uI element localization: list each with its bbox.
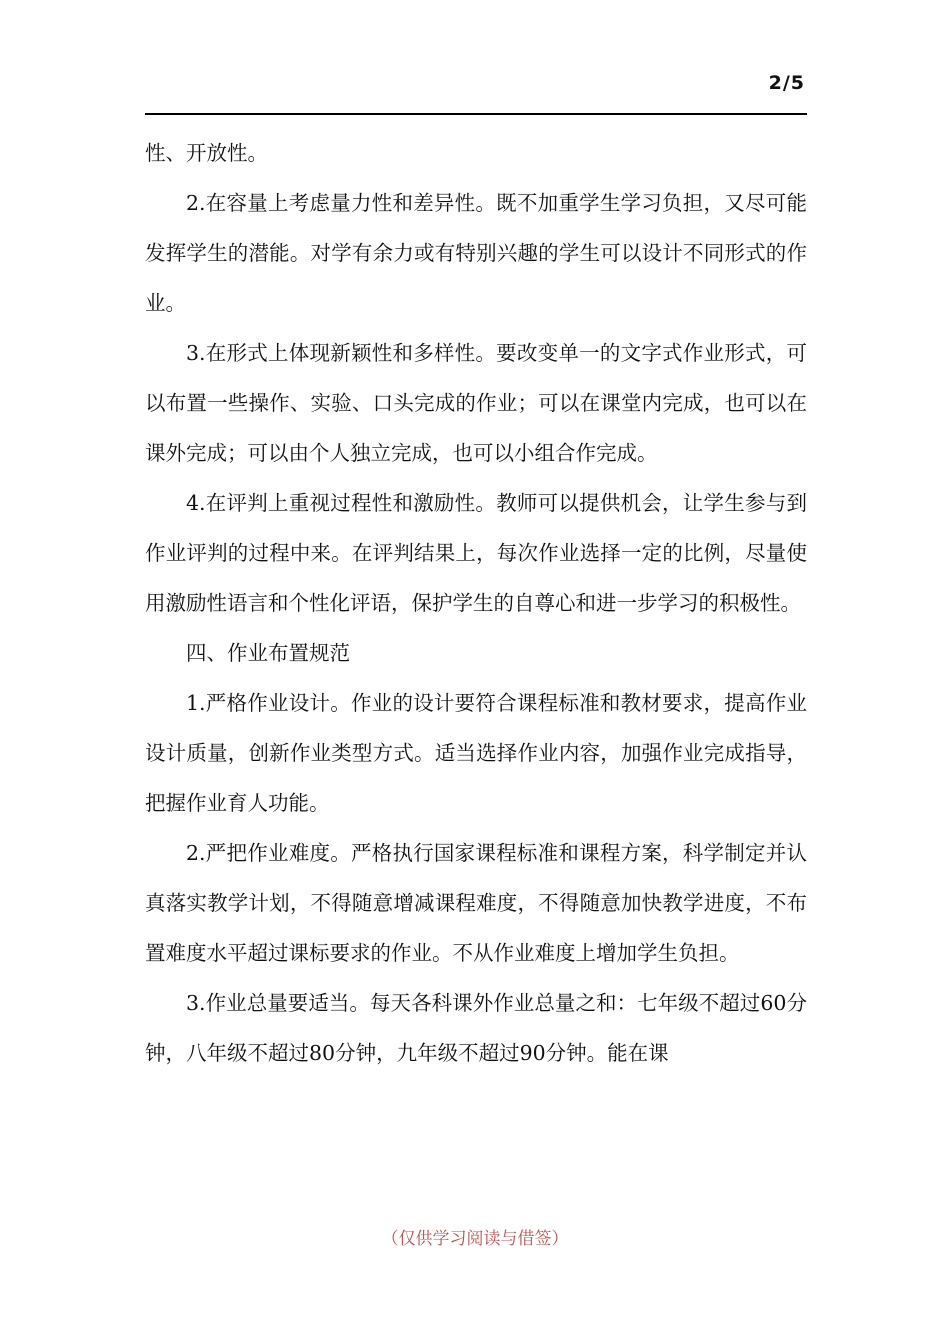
- paragraph-item-4-evaluation: 4.在评判上重视过程性和激励性。教师可以提供机会，让学生参与到作业评判的过程中来。在评判结果上，每次作业选择一定的比例，尽量使用激励性语言和个性化评语，保护学生的自尊心和进一步学习的积极性。: [145, 491, 807, 615]
- footer-note: （仅供学习阅读与借签）: [381, 1229, 569, 1249]
- document-body: [145, 128, 807, 1078]
- paragraph-item-3-form: 3.在形式上体现新颖性和多样性。要改变单一的文字式作业形式，可以布置一些操作、实验、口头完成的作业；可以在课堂内完成，也可以在课外完成；可以由个人独立完成，也可以小组合作完成。: [145, 341, 807, 465]
- paragraph-rule-2-difficulty: 2.严把作业难度。严格执行国家课程标准和课程方案，科学制定并认真落实教学计划，不得随意增减课程难度，不得随意加快教学进度，不布置难度水平超过课标要求的作业。不从作业难度上增加学生负担。: [145, 841, 807, 965]
- paragraph-continuation: 性、开放性。: [145, 141, 268, 165]
- section-heading-4: 四、作业布置规范: [186, 641, 350, 665]
- paragraph-item-2-capacity: 2.在容量上考虑量力性和差异性。既不加重学生学习负担，又尽可能发挥学生的潜能。对学有余力或有特别兴趣的学生可以设计不同形式的作业。: [145, 191, 807, 315]
- paragraph-rule-3-amount: 3.作业总量要适当。每天各科课外作业总量之和：七年级不超过60分钟，八年级不超过80分钟，九年级不超过90分钟。能在课: [145, 991, 807, 1065]
- page-number: 2/5: [768, 72, 805, 94]
- header-divider: [145, 113, 807, 115]
- paragraph-rule-1-design: 1.严格作业设计。作业的设计要符合课程标准和教材要求，提高作业设计质量，创新作业类型方式。适当选择作业内容，加强作业完成指导，把握作业育人功能。: [145, 691, 807, 815]
